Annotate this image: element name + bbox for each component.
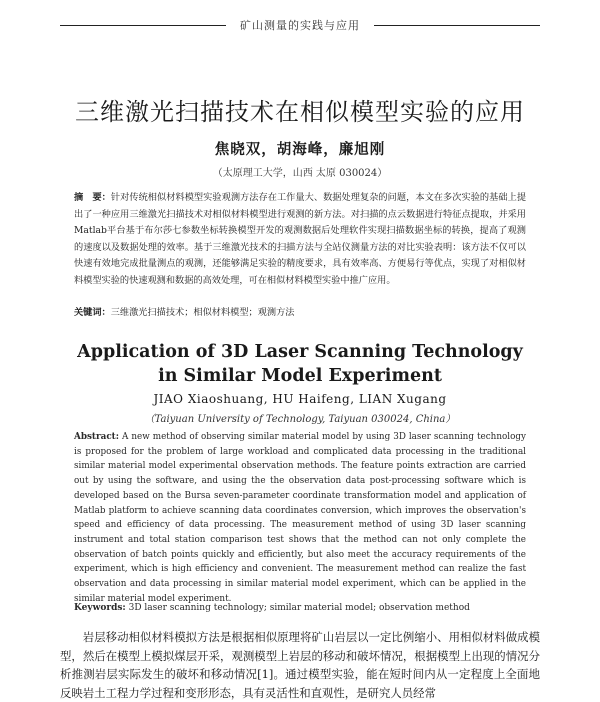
affiliation-en: （Taiyuan University of Technology, Taiyuan 030024, China） <box>144 414 456 425</box>
keywords-en-text: 3D laser scanning technology; similar material model; observation method <box>125 603 470 613</box>
keywords-en-label: Keywords: <box>74 603 126 613</box>
abstract-en-label: Abstract: <box>74 432 119 442</box>
abstract-cn-text: 针对传统相似材料模型实验观测方法存在工作量大、数据处理复杂的问题，本文在多次实验的基础上提出了一种应用三维激光扫描技术对相似材料模型进行观测的新方法。对扫描的点云数据进行特征点提取，并采用Matlab平台基于布尔莎七参数坐标转换模型开发的观测数据后处理软件实现扫描数据坐标的转换，提高了观测的速度以及数据处理的效率。基于三维激光技术的扫描方法与全站仪测量方法的对比实验表明：该方法不仅可以快速有效地完成批量测点的观测，还能够满足实验的精度要求，具有效率高、方便易行等优点，实现了对相似材料模型实验的快速观测和数据的高效处理，可在相似材料模型实验中推广应用。 <box>74 192 527 286</box>
paper-title-cn: 三维激光扫描技术在相似模型实验的应用 <box>75 98 525 126</box>
authors-cn: 焦晓双，胡海峰，廉旭刚 <box>214 141 386 158</box>
header-rule-left <box>60 25 226 26</box>
running-head-text: 矿山测量的实践与应用 <box>240 19 360 32</box>
abstract-en-text: A new method of observing similar material model by using 3D laser scanning technology is proposed for the problem of large workload and complicated data processing in the traditional similar material model experimental observation methods. The feature points extraction are carried out by using the software, and using the the observation data post-processing software which is developed based on the Bursa seven-parameter coordinate transformation model and application of Matlab platform to achieve scanning data coordinates conversion, which improves the observation's speed and efficiency of data processing. The measurement method of using 3D laser scanning instrument and total station comparison test shows that the method can not only complete the observation of batch points quickly and efficiently, but also meet the accuracy requirements of the experiment, which is high efficiency and convenient. The measurement method can realize the fast observation and data processing in similar material model experiment, which can be applied in the similar material model experiment. <box>74 432 526 604</box>
paper-title-en-line1: Application of 3D Laser Scanning Technology <box>77 342 523 362</box>
abstract-en <box>74 430 526 606</box>
keywords-cn <box>74 306 526 320</box>
body-paragraph-cn: 岩层移动相似材料模拟方法是根据相似原理将矿山岩层以一定比例缩小、用相似材料做成模型，然后在模型上模拟煤层开采，观测模型上岩层的移动和破坏情况，根据模型上出现的情况分析推测岩层实际发生的破坏和移动情况[1]。通过模型实验，能在短时间内从一定程度上全面地反映岩土工程力学过程和变形形态，具有灵活性和直观性，是研究人员经常 <box>60 630 540 700</box>
abstract-cn <box>74 190 526 290</box>
header-rule-right <box>374 25 540 26</box>
abstract-cn-label: 摘 要： <box>74 192 111 203</box>
paper-title-en <box>0 340 600 388</box>
keywords-cn-text: 三维激光扫描技术；相似材料模型；观测方法 <box>110 307 295 318</box>
authors-en: JIAO Xiaoshuang, HU Haifeng, LIAN Xugang <box>153 392 447 406</box>
affiliation-cn: （太原理工大学，山西 太原 030024） <box>212 168 388 179</box>
paper-title-en-line2: in Similar Model Experiment <box>158 366 442 386</box>
running-head <box>60 14 540 36</box>
keywords-en <box>74 602 526 614</box>
keywords-cn-label: 关键词： <box>74 307 111 318</box>
